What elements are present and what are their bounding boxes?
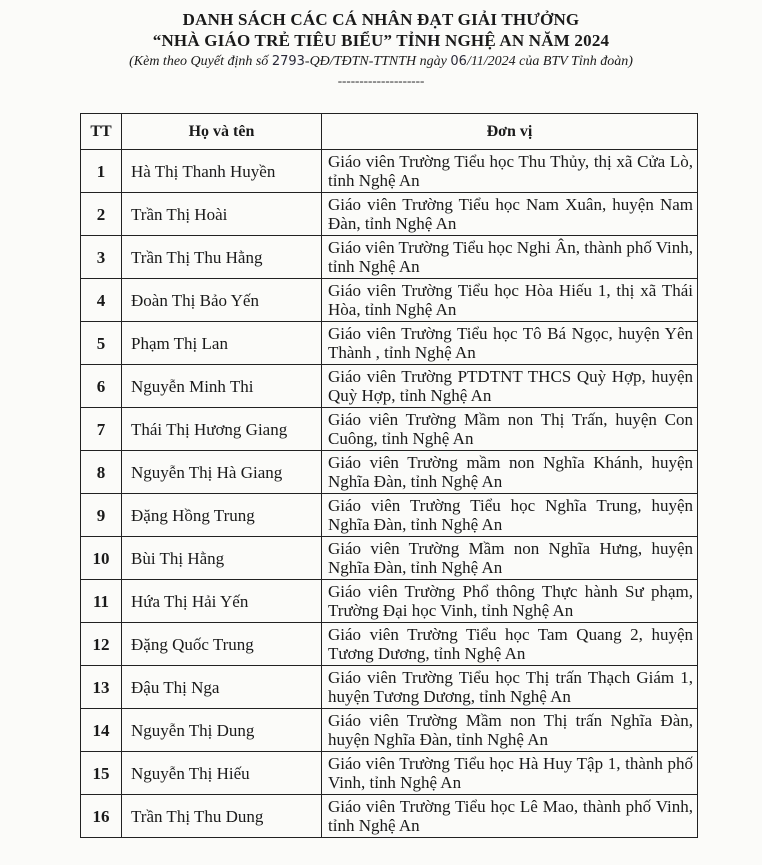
- row-unit: Giáo viên Trường Tiểu học Nghi Ân, thành phố Vinh, tỉnh Nghệ An: [322, 236, 698, 279]
- row-unit: Giáo viên Trường Tiểu học Nghĩa Trung, huyện Nghĩa Đàn, tỉnh Nghệ An: [322, 494, 698, 537]
- table-body: [81, 150, 698, 838]
- row-number: 9: [81, 494, 122, 537]
- table-row: [81, 150, 698, 193]
- table-row: [81, 365, 698, 408]
- table-row: [81, 537, 698, 580]
- subtitle-middle: -QĐ/TĐTN-TTNTH ngày: [304, 54, 447, 69]
- row-number: 11: [81, 580, 122, 623]
- row-number: 13: [81, 666, 122, 709]
- row-name: Trần Thị Thu Dung: [122, 795, 322, 838]
- table-row: [81, 795, 698, 838]
- row-name: Đoàn Thị Bảo Yến: [122, 279, 322, 322]
- table-row: [81, 580, 698, 623]
- row-unit: Giáo viên Trường Tiểu học Tam Quang 2, huyện Tương Dương, tỉnh Nghệ An: [322, 623, 698, 666]
- row-number: 1: [81, 150, 122, 193]
- table-row: [81, 236, 698, 279]
- table-row: [81, 623, 698, 666]
- row-name: Hứa Thị Hải Yến: [122, 580, 322, 623]
- row-unit: Giáo viên Trường Tiểu học Tô Bá Ngọc, huyện Yên Thành , tỉnh Nghệ An: [322, 322, 698, 365]
- row-number: 4: [81, 279, 122, 322]
- divider-line: --------------------: [337, 73, 425, 88]
- table-row: [81, 322, 698, 365]
- row-unit: Giáo viên Trường mầm non Nghĩa Khánh, huyện Nghĩa Đàn, tỉnh Nghệ An: [322, 451, 698, 494]
- row-name: Hà Thị Thanh Huyền: [122, 150, 322, 193]
- decision-number: 2793: [271, 54, 305, 69]
- row-unit: Giáo viên Trường Mầm non Thị trấn Nghĩa Đàn, huyện Nghĩa Đàn, tỉnh Nghệ An: [322, 709, 698, 752]
- row-number: 15: [81, 752, 122, 795]
- document-subtitle: [0, 54, 762, 70]
- row-unit: Giáo viên Trường Phổ thông Thực hành Sư phạm, Trường Đại học Vinh, tỉnh Nghệ An: [322, 580, 698, 623]
- row-unit: Giáo viên Trường Tiểu học Hòa Hiếu 1, thị xã Thái Hòa, tỉnh Nghệ An: [322, 279, 698, 322]
- header-tt: TT: [81, 114, 122, 150]
- table-row: [81, 752, 698, 795]
- header-unit: Đơn vị: [322, 114, 698, 150]
- row-unit: Giáo viên Trường Tiểu học Lê Mao, thành phố Vinh, tỉnh Nghệ An: [322, 795, 698, 838]
- row-name: Đặng Hồng Trung: [122, 494, 322, 537]
- table-row: [81, 279, 698, 322]
- row-number: 10: [81, 537, 122, 580]
- row-name: Nguyễn Minh Thi: [122, 365, 322, 408]
- row-unit: Giáo viên Trường Mầm non Nghĩa Hưng, huyện Nghĩa Đàn, tỉnh Nghệ An: [322, 537, 698, 580]
- table-row: [81, 666, 698, 709]
- row-unit: Giáo viên Trường Tiểu học Thị trấn Thạch Giám 1, huyện Tương Dương, tỉnh Nghệ An: [322, 666, 698, 709]
- row-number: 12: [81, 623, 122, 666]
- table-header-row: [81, 114, 698, 150]
- table-row: [81, 494, 698, 537]
- table-row: [81, 193, 698, 236]
- row-number: 14: [81, 709, 122, 752]
- row-number: 5: [81, 322, 122, 365]
- document-title-line2: “NHÀ GIÁO TRẺ TIÊU BIỂU” TỈNH NGHỆ AN NĂM 2024: [152, 31, 610, 50]
- row-name: Trần Thị Hoài: [122, 193, 322, 236]
- row-unit: Giáo viên Trường Tiểu học Thu Thủy, thị xã Cửa Lò, tỉnh Nghệ An: [322, 150, 698, 193]
- decision-day: 06: [450, 54, 467, 69]
- row-name: Phạm Thị Lan: [122, 322, 322, 365]
- row-name: Nguyễn Thị Hà Giang: [122, 451, 322, 494]
- subtitle-prefix: (Kèm theo Quyết định số: [129, 54, 269, 69]
- row-unit: Giáo viên Trường PTDTNT THCS Quỳ Hợp, huyện Quỳ Hợp, tỉnh Nghệ An: [322, 365, 698, 408]
- row-name: Thái Thị Hương Giang: [122, 408, 322, 451]
- row-number: 7: [81, 408, 122, 451]
- row-number: 16: [81, 795, 122, 838]
- row-name: Nguyễn Thị Dung: [122, 709, 322, 752]
- row-number: 6: [81, 365, 122, 408]
- row-unit: Giáo viên Trường Tiểu học Hà Huy Tập 1, thành phố Vinh, tỉnh Nghệ An: [322, 752, 698, 795]
- row-unit: Giáo viên Trường Mầm non Thị Trấn, huyện Con Cuông, tỉnh Nghệ An: [322, 408, 698, 451]
- row-name: Nguyễn Thị Hiếu: [122, 752, 322, 795]
- subtitle-suffix: /11/2024 của BTV Tỉnh đoàn): [466, 54, 633, 69]
- row-number: 3: [81, 236, 122, 279]
- row-number: 8: [81, 451, 122, 494]
- table-row: [81, 408, 698, 451]
- table-row: [81, 451, 698, 494]
- row-name: Đậu Thị Nga: [122, 666, 322, 709]
- row-name: Đặng Quốc Trung: [122, 623, 322, 666]
- awardee-table: [80, 113, 698, 838]
- row-number: 2: [81, 193, 122, 236]
- table-row: [81, 709, 698, 752]
- header-name: Họ và tên: [122, 114, 322, 150]
- row-unit: Giáo viên Trường Tiểu học Nam Xuân, huyện Nam Đàn, tỉnh Nghệ An: [322, 193, 698, 236]
- row-name: Trần Thị Thu Hằng: [122, 236, 322, 279]
- document-title-line1: DANH SÁCH CÁC CÁ NHÂN ĐẠT GIẢI THƯỞNG: [182, 10, 580, 29]
- row-name: Bùi Thị Hằng: [122, 537, 322, 580]
